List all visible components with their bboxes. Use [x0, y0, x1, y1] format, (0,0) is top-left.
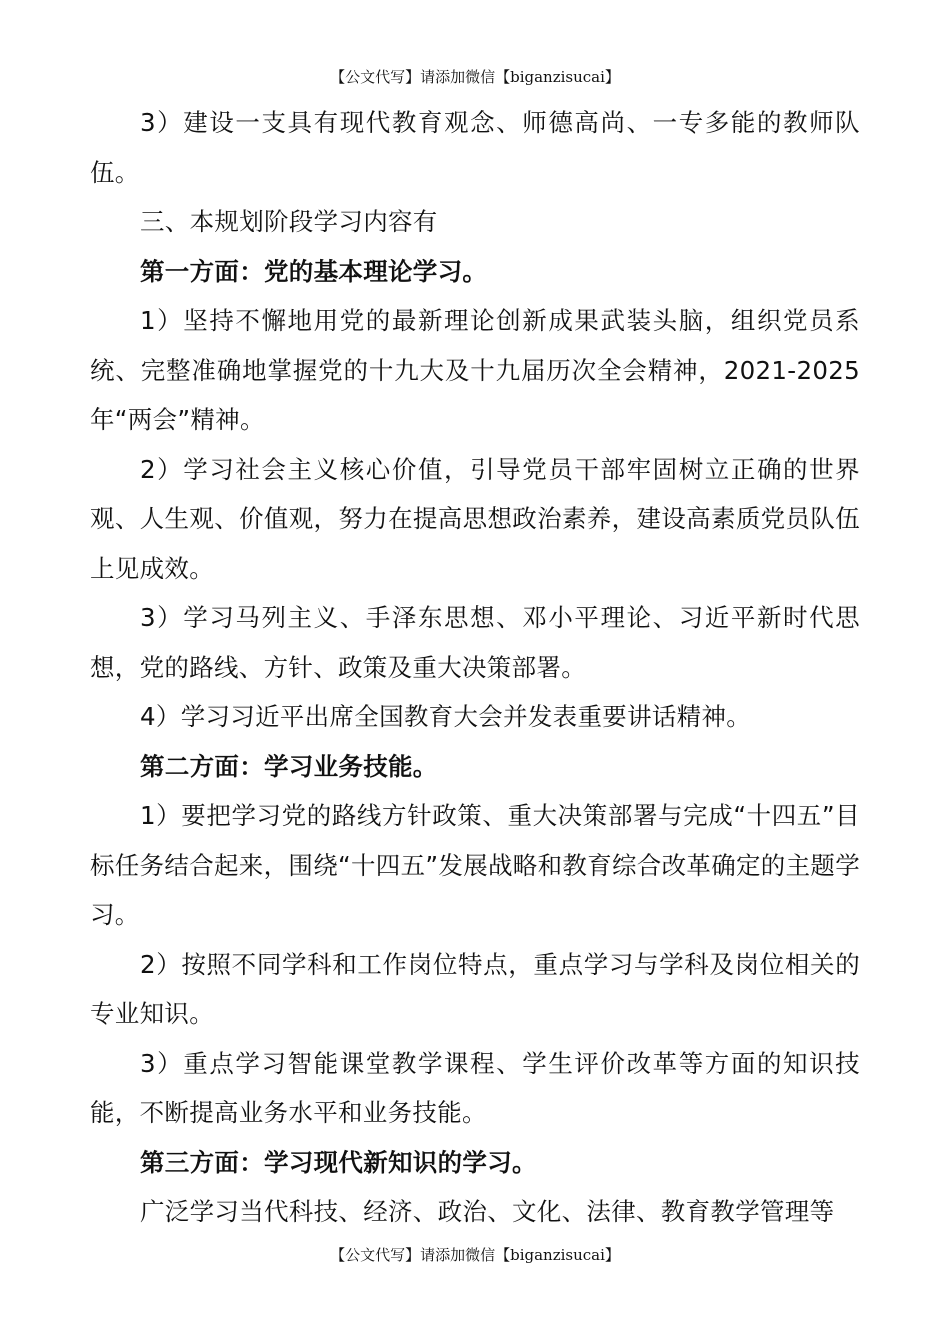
document-body: [90, 98, 860, 1237]
subsection-heading-2: 第二方面：学习业务技能。: [140, 751, 438, 781]
paragraph-1-1: 1）坚持不懈地用党的最新理论创新成果武装头脑，组织党员系统、完整准确地掌握党的十九大及十九届历次全会精神，2021-2025年“两会”精神。: [90, 306, 860, 434]
paragraph-1-4: 4）学习习近平出席全国教育大会并发表重要讲话精神。: [140, 702, 752, 731]
page-header-watermark: 【公文代写】请添加微信【biganzisucai】: [330, 68, 620, 86]
page-footer-watermark: 【公文代写】请添加微信【biganzisucai】: [330, 1246, 620, 1264]
paragraph-3-1: 广泛学习当代科技、经济、政治、文化、法律、教育教学管理等: [140, 1197, 835, 1226]
section-heading-3: 三、本规划阶段学习内容有: [140, 207, 438, 236]
paragraph-1-2: 2）学习社会主义核心价值，引导党员干部牢固树立正确的世界观、人生观、价值观，努力在提高思想政治素养，建设高素质党员队伍上见成效。: [90, 454, 860, 583]
subsection-heading-3: 第三方面：学习现代新知识的学习。: [140, 1147, 537, 1177]
subsection-heading-1: 第一方面：党的基本理论学习。: [140, 256, 488, 286]
paragraph-2-1: 1）要把学习党的路线方针政策、重大决策部署与完成“十四五”目标任务结合起来，围绕“十四五”发展战略和教育综合改革确定的主题学习。: [90, 801, 860, 929]
paragraph-1-3: 3）学习马列主义、手泽东思想、邓小平理论、习近平新时代思想，党的路线、方针、政策及重大决策部署。: [90, 603, 860, 682]
paragraph-2-3: 3）重点学习智能课堂教学课程、学生评价改革等方面的知识技能，不断提高业务水平和业务技能。: [90, 1048, 860, 1127]
paragraph-2-2: 2）按照不同学科和工作岗位特点，重点学习与学科及岗位相关的专业知识。: [90, 949, 860, 1028]
paragraph-1: 3）建设一支具有现代教育观念、师德高尚、一专多能的教师队伍。: [90, 108, 860, 187]
